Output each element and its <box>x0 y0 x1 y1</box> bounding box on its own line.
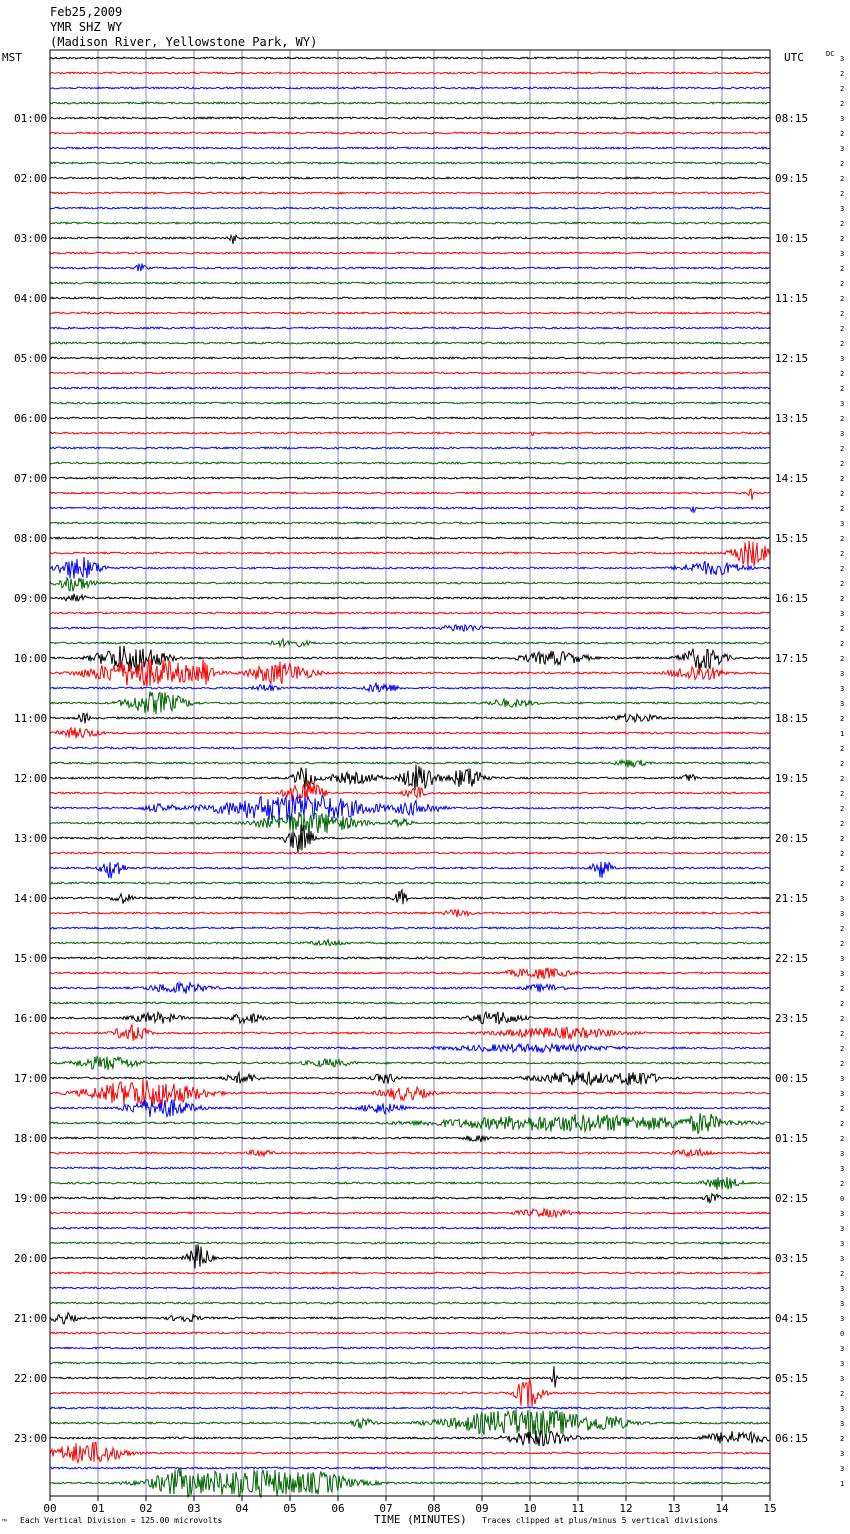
trace-row-54 <box>50 862 770 879</box>
trace-row-66 <box>50 1044 770 1052</box>
dc-value: 2 <box>840 295 845 303</box>
dc-value: 3 <box>840 1360 845 1368</box>
left-hour-label: 09:00 <box>14 592 48 605</box>
trace-row-62 <box>50 983 770 994</box>
dc-value: 2 <box>840 1135 845 1143</box>
dc-value: 2 <box>840 490 845 498</box>
trace-row-80 <box>50 1244 770 1268</box>
corner-mark: ™ <box>2 1518 7 1527</box>
dc-value: 3 <box>840 895 845 903</box>
dc-value: 2 <box>840 565 845 573</box>
dc-value: 3 <box>840 145 845 153</box>
trace-row-46 <box>50 747 770 749</box>
dc-value: 2 <box>840 820 845 828</box>
dc-value: 1 <box>840 730 845 738</box>
right-hour-label: 08:15 <box>775 112 809 125</box>
trace-row-94 <box>50 1467 770 1469</box>
right-hour-label: 12:15 <box>775 352 809 365</box>
dc-value: 2 <box>840 1045 845 1053</box>
trace-row-1 <box>50 72 770 74</box>
trace-row-7 <box>50 162 770 164</box>
dc-value: 2 <box>840 340 845 348</box>
dc-value: 3 <box>840 1420 845 1428</box>
trace-row-18 <box>50 327 770 329</box>
x-tick-label: 09 <box>475 1502 489 1515</box>
dc-value: 3 <box>840 1300 845 1308</box>
left-hour-label: 16:00 <box>14 1012 48 1025</box>
trace-row-48 <box>50 765 770 791</box>
x-tick-label: 03 <box>187 1502 201 1515</box>
left-hour-labels <box>14 112 47 1445</box>
trace-row-44 <box>50 713 770 723</box>
dc-value: 3 <box>840 250 845 258</box>
left-hour-label: 02:00 <box>14 172 48 185</box>
trace-row-75 <box>50 1177 770 1190</box>
left-hour-label: 21:00 <box>14 1312 48 1325</box>
dc-value: 2 <box>840 1270 845 1278</box>
dc-value: 3 <box>840 685 845 693</box>
trace-row-59 <box>50 940 770 946</box>
trace-row-89 <box>50 1380 770 1407</box>
x-tick-label: 15 <box>763 1502 777 1515</box>
trace-row-15 <box>50 282 770 284</box>
dc-value: 2 <box>840 1105 845 1113</box>
dc-value: 2 <box>840 310 845 318</box>
right-hour-labels <box>775 112 808 1445</box>
header-date: Feb25,2009 <box>50 5 123 19</box>
dc-value: 2 <box>840 1120 845 1128</box>
right-hour-label: 04:15 <box>775 1312 809 1325</box>
dc-value: 3 <box>840 520 845 528</box>
left-hour-label: 06:00 <box>14 412 48 425</box>
x-tick-label: 06 <box>331 1502 345 1515</box>
right-hour-label: 06:15 <box>775 1432 809 1445</box>
dc-value: 3 <box>840 910 845 918</box>
trace-row-90 <box>50 1407 770 1409</box>
trace-row-51 <box>50 812 770 834</box>
trace-row-77 <box>50 1209 770 1217</box>
dc-value: 2 <box>840 880 845 888</box>
trace-row-50 <box>50 795 770 821</box>
x-tick-label: 12 <box>619 1502 633 1515</box>
left-hour-label: 22:00 <box>14 1372 48 1385</box>
dc-value: 2 <box>840 1030 845 1038</box>
trace-row-6 <box>50 147 770 149</box>
trace-row-30 <box>50 507 770 513</box>
dc-value: 2 <box>840 775 845 783</box>
trace-row-53 <box>50 852 770 854</box>
dc-value: 3 <box>840 205 845 213</box>
dc-value: 2 <box>840 505 845 513</box>
trace-row-79 <box>50 1242 770 1244</box>
x-tick-label: 14 <box>715 1502 729 1515</box>
dc-value: 3 <box>840 1315 845 1323</box>
right-hour-label: 10:15 <box>775 232 809 245</box>
trace-row-12 <box>50 235 770 244</box>
trace-row-68 <box>50 1072 770 1086</box>
dc-value: 2 <box>840 940 845 948</box>
trace-row-91 <box>50 1410 770 1437</box>
dc-value: 2 <box>840 160 845 168</box>
left-hour-label: 14:00 <box>14 892 48 905</box>
dc-value: 3 <box>840 610 845 618</box>
dc-value: 1 <box>840 1480 845 1488</box>
trace-row-45 <box>50 728 770 739</box>
dc-value: 2 <box>840 415 845 423</box>
trace-row-63 <box>50 1002 770 1004</box>
dc-value: 3 <box>840 1150 845 1158</box>
trace-row-25 <box>50 432 770 435</box>
dc-value: 2 <box>840 1180 845 1188</box>
dc-value: 2 <box>840 235 845 243</box>
trace-row-65 <box>50 1025 770 1041</box>
seismic-traces <box>50 57 770 1497</box>
trace-row-3 <box>50 102 770 104</box>
dc-value: 2 <box>840 865 845 873</box>
trace-row-95 <box>50 1468 770 1497</box>
right-hour-label: 14:15 <box>775 472 809 485</box>
dc-value: 3 <box>840 400 845 408</box>
dc-value: 2 <box>840 190 845 198</box>
left-hour-label: 01:00 <box>14 112 48 125</box>
dc-value: 3 <box>840 700 845 708</box>
trace-row-74 <box>50 1167 770 1169</box>
trace-row-11 <box>50 222 770 224</box>
trace-row-92 <box>50 1431 770 1447</box>
dc-value: 2 <box>840 715 845 723</box>
trace-row-76 <box>50 1194 770 1203</box>
trace-row-10 <box>50 207 770 209</box>
clip-note: Traces clipped at plus/minus 5 vertical divisions <box>482 1516 719 1525</box>
dc-value: 3 <box>840 1345 845 1353</box>
dc-value: 2 <box>840 580 845 588</box>
trace-row-87 <box>50 1362 770 1364</box>
trace-row-31 <box>50 522 770 524</box>
dc-value: 2 <box>840 325 845 333</box>
x-tick-label: 11 <box>571 1502 585 1515</box>
dc-offset-labels <box>840 55 844 1488</box>
trace-row-26 <box>50 447 770 449</box>
left-hour-label: 03:00 <box>14 232 48 245</box>
trace-row-4 <box>50 117 770 119</box>
dc-value: 3 <box>840 1465 845 1473</box>
left-hour-label: 23:00 <box>14 1432 48 1445</box>
left-timezone-label: MST <box>2 51 22 64</box>
dc-header-label: DC <box>826 50 835 58</box>
trace-row-9 <box>50 192 770 194</box>
trace-row-43 <box>50 691 770 714</box>
trace-row-24 <box>50 417 770 419</box>
dc-value: 2 <box>840 445 845 453</box>
right-timezone-label: UTC <box>784 51 804 64</box>
dc-value: 2 <box>840 85 845 93</box>
left-hour-label: 18:00 <box>14 1132 48 1145</box>
x-tick-label: 01 <box>91 1502 105 1515</box>
dc-value: 2 <box>840 370 845 378</box>
trace-row-36 <box>50 594 770 602</box>
trace-row-56 <box>50 890 770 904</box>
dc-value: 3 <box>840 1285 845 1293</box>
dc-value: 2 <box>840 100 845 108</box>
dc-value: 3 <box>840 670 845 678</box>
right-hour-label: 15:15 <box>775 532 809 545</box>
dc-value: 3 <box>840 1090 845 1098</box>
trace-row-73 <box>50 1149 770 1156</box>
trace-row-14 <box>50 264 770 271</box>
header-station: YMR SHZ WY <box>50 20 123 34</box>
trace-row-69 <box>50 1079 770 1106</box>
dc-value: 3 <box>840 1225 845 1233</box>
trace-row-38 <box>50 625 770 631</box>
right-hour-label: 17:15 <box>775 652 809 665</box>
trace-row-8 <box>50 177 770 179</box>
trace-row-67 <box>50 1057 770 1070</box>
trace-row-85 <box>50 1332 770 1334</box>
trace-row-35 <box>50 578 770 592</box>
right-hour-label: 02:15 <box>775 1192 809 1205</box>
dc-value: 3 <box>840 1240 845 1248</box>
x-axis-title: TIME (MINUTES) <box>374 1513 467 1526</box>
trace-row-58 <box>50 927 770 929</box>
x-tick-label: 13 <box>667 1502 681 1515</box>
trace-row-93 <box>50 1442 770 1463</box>
left-hour-label: 07:00 <box>14 472 48 485</box>
dc-value: 2 <box>840 595 845 603</box>
trace-row-17 <box>50 312 770 314</box>
dc-value: 2 <box>840 1015 845 1023</box>
left-hour-label: 19:00 <box>14 1192 48 1205</box>
trace-row-5 <box>50 132 770 134</box>
trace-row-47 <box>50 760 770 767</box>
right-hour-label: 00:15 <box>775 1072 809 1085</box>
trace-row-60 <box>50 957 770 959</box>
dc-value: 3 <box>840 1165 845 1173</box>
trace-row-82 <box>50 1287 770 1289</box>
trace-row-0 <box>50 57 770 59</box>
right-hour-label: 09:15 <box>775 172 809 185</box>
x-tick-label: 08 <box>427 1502 441 1515</box>
dc-value: 2 <box>840 1390 845 1398</box>
dc-value: 2 <box>840 925 845 933</box>
right-hour-label: 23:15 <box>775 1012 809 1025</box>
dc-value: 2 <box>840 760 845 768</box>
trace-row-19 <box>50 342 770 344</box>
left-hour-label: 04:00 <box>14 292 48 305</box>
trace-row-55 <box>50 882 770 884</box>
dc-value: 2 <box>840 1000 845 1008</box>
trace-row-27 <box>50 462 770 464</box>
dc-value: 2 <box>840 835 845 843</box>
trace-row-29 <box>50 489 770 500</box>
dc-value: 2 <box>840 985 845 993</box>
trace-row-23 <box>50 402 770 404</box>
left-hour-label: 08:00 <box>14 532 48 545</box>
dc-value: 2 <box>840 220 845 228</box>
dc-value: 3 <box>840 1255 845 1263</box>
scale-note: Each Vertical Division = 125.00 microvolts <box>20 1516 223 1525</box>
trace-row-33 <box>50 541 770 567</box>
left-hour-label: 12:00 <box>14 772 48 785</box>
trace-row-72 <box>50 1136 770 1143</box>
x-tick-label: 00 <box>43 1502 57 1515</box>
x-tick-label: 02 <box>139 1502 153 1515</box>
dc-value: 2 <box>840 745 845 753</box>
trace-row-83 <box>50 1302 770 1304</box>
dc-value: 2 <box>840 625 845 633</box>
header-location: (Madison River, Yellowstone Park, WY) <box>50 35 318 49</box>
trace-row-40 <box>50 646 770 672</box>
trace-row-22 <box>50 387 770 389</box>
dc-value: 2 <box>840 640 845 648</box>
right-hour-label: 20:15 <box>775 832 809 845</box>
trace-row-39 <box>50 639 770 647</box>
left-hour-label: 20:00 <box>14 1252 48 1265</box>
x-tick-label: 10 <box>523 1502 537 1515</box>
trace-row-13 <box>50 252 770 254</box>
right-hour-label: 19:15 <box>775 772 809 785</box>
trace-row-49 <box>50 780 770 801</box>
right-hour-label: 21:15 <box>775 892 809 905</box>
trace-row-2 <box>50 87 770 89</box>
trace-row-64 <box>50 1012 770 1025</box>
trace-row-81 <box>50 1272 770 1274</box>
right-hour-label: 16:15 <box>775 592 809 605</box>
right-hour-label: 11:15 <box>775 292 809 305</box>
trace-row-61 <box>50 968 770 979</box>
trace-row-84 <box>50 1313 770 1324</box>
dc-value: 3 <box>840 1450 845 1458</box>
dc-value: 2 <box>840 175 845 183</box>
trace-row-21 <box>50 372 770 374</box>
dc-value: 3 <box>840 970 845 978</box>
dc-value: 3 <box>840 1210 845 1218</box>
dc-value: 2 <box>840 790 845 798</box>
trace-row-34 <box>50 557 770 578</box>
dc-value: 2 <box>840 265 845 273</box>
right-hour-label: 18:15 <box>775 712 809 725</box>
left-hour-label: 13:00 <box>14 832 48 845</box>
left-hour-label: 10:00 <box>14 652 48 665</box>
dc-value: 3 <box>840 115 845 123</box>
dc-value: 2 <box>840 550 845 558</box>
dc-value: 2 <box>840 385 845 393</box>
left-hour-label: 05:00 <box>14 352 48 365</box>
dc-value: 2 <box>840 805 845 813</box>
dc-value: 2 <box>840 1435 845 1443</box>
dc-value: 0 <box>840 1195 845 1203</box>
dc-value: 3 <box>840 430 845 438</box>
dc-value: 2 <box>840 535 845 543</box>
right-hour-label: 05:15 <box>775 1372 809 1385</box>
right-hour-label: 03:15 <box>775 1252 809 1265</box>
x-tick-label: 05 <box>283 1502 297 1515</box>
trace-row-71 <box>50 1113 770 1134</box>
dc-value: 2 <box>840 460 845 468</box>
trace-row-57 <box>50 909 770 917</box>
x-tick-label: 04 <box>235 1502 249 1515</box>
trace-row-32 <box>50 537 770 539</box>
left-hour-label: 15:00 <box>14 952 48 965</box>
trace-row-88 <box>50 1366 770 1387</box>
trace-row-52 <box>50 825 770 853</box>
dc-value: 2 <box>840 70 845 78</box>
left-hour-label: 17:00 <box>14 1072 48 1085</box>
left-hour-label: 11:00 <box>14 712 48 725</box>
dc-value: 0 <box>840 1330 845 1338</box>
right-hour-label: 01:15 <box>775 1132 809 1145</box>
trace-row-20 <box>50 357 770 359</box>
trace-row-86 <box>50 1347 770 1349</box>
dc-value: 3 <box>840 1405 845 1413</box>
trace-row-28 <box>50 477 770 479</box>
right-hour-label: 22:15 <box>775 952 809 965</box>
dc-value: 3 <box>840 955 845 963</box>
dc-value: 2 <box>840 850 845 858</box>
trace-row-78 <box>50 1227 770 1229</box>
dc-value: 2 <box>840 655 845 663</box>
dc-value: 2 <box>840 475 845 483</box>
dc-value: 3 <box>840 1075 845 1083</box>
trace-row-37 <box>50 612 770 614</box>
dc-value: 3 <box>840 1375 845 1383</box>
dc-value: 2 <box>840 1060 845 1068</box>
x-tick-label: 07 <box>379 1502 393 1515</box>
trace-row-16 <box>50 297 770 299</box>
dc-value: 2 <box>840 280 845 288</box>
dc-value: 3 <box>840 55 845 63</box>
dc-value: 2 <box>840 130 845 138</box>
dc-value: 3 <box>840 355 845 363</box>
right-hour-label: 13:15 <box>775 412 809 425</box>
plot-border <box>50 50 770 1496</box>
